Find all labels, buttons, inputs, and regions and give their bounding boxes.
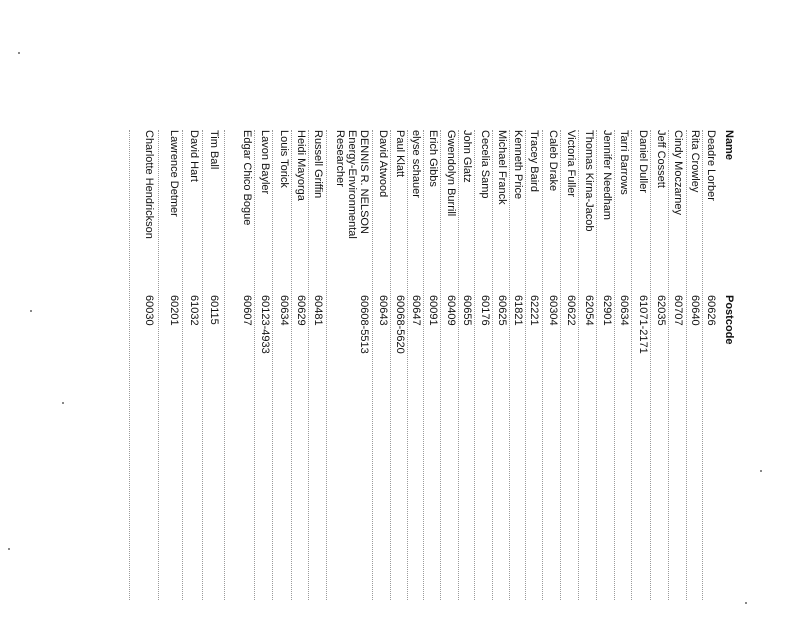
row-dotted-rule: [440, 130, 441, 600]
row-postcode: 60608-5513: [358, 295, 370, 354]
row-postcode: 60068-5620: [394, 295, 406, 354]
row-name: Lavon Bayler: [259, 130, 271, 195]
row-name: Tim Ball: [208, 130, 220, 170]
row-dotted-rule: [614, 130, 615, 600]
row-dotted-rule: [509, 130, 510, 600]
scan-speck: [18, 52, 20, 54]
row-dotted-rule: [686, 130, 687, 600]
row-dotted-rule: [650, 130, 651, 600]
row-postcode: 60629: [295, 295, 307, 326]
row-name: Victoria Fuller: [565, 130, 577, 198]
row-name: Jeff Cossett: [655, 130, 667, 188]
row-dotted-rule: [474, 130, 475, 600]
row-name: Kenneth Price: [512, 130, 524, 200]
row-name: Russell Griffin: [312, 130, 324, 199]
row-postcode: 60409: [445, 295, 457, 326]
row-postcode: 62221: [528, 295, 540, 326]
row-postcode: 61032: [188, 295, 200, 326]
row-postcode: 60640: [689, 295, 701, 326]
row-postcode: 61821: [512, 295, 524, 326]
row-dotted-rule: [326, 130, 327, 600]
rotated-document: [35, 130, 735, 610]
row-postcode: 60707: [672, 295, 684, 326]
row-dotted-rule: [129, 130, 130, 600]
row-dotted-rule: [254, 130, 255, 600]
row-postcode: 60091: [427, 295, 439, 326]
row-postcode: 60176: [479, 295, 491, 326]
row-dotted-rule: [272, 130, 273, 600]
row-name: Erich Gibbs: [427, 130, 439, 187]
row-dotted-rule: [182, 130, 183, 600]
row-dotted-rule: [596, 130, 597, 600]
row-postcode: 60655: [461, 295, 473, 326]
row-dotted-rule: [458, 130, 459, 600]
row-postcode: 60030: [143, 295, 155, 326]
row-name: Tracey Baird: [528, 130, 540, 192]
row-postcode: 60634: [618, 295, 630, 326]
row-postcode: 60625: [496, 295, 508, 326]
row-dotted-rule: [202, 130, 203, 600]
scan-speck: [62, 402, 64, 404]
row-name: DENNIS R. NELSON Energy-Environmental Researcher: [334, 130, 370, 239]
row-dotted-rule: [291, 130, 292, 600]
row-dotted-rule: [560, 130, 561, 600]
row-postcode: 61071-2171: [637, 295, 649, 354]
row-postcode: 60115: [208, 295, 220, 325]
row-name: John Glatz: [461, 130, 473, 183]
row-postcode: 60634: [278, 295, 290, 326]
row-postcode: 60123-4933: [259, 295, 271, 354]
row-name: David Hart: [188, 130, 200, 182]
row-postcode: 60201: [168, 295, 180, 326]
row-postcode: 62901: [601, 295, 613, 326]
row-postcode: 60626: [705, 295, 717, 326]
row-dotted-rule: [542, 130, 543, 600]
row-name: Jennifer Needham: [601, 130, 613, 220]
row-name: Cindy Moczarney: [672, 130, 684, 215]
row-name: Lawrence Detmer: [168, 130, 180, 217]
row-dotted-rule: [578, 130, 579, 600]
row-name: Thomas Kirna-Jacob: [583, 130, 595, 232]
row-dotted-rule: [492, 130, 493, 600]
postcode-column-header: Postcode: [723, 295, 735, 345]
row-name: Rita Crowley: [689, 130, 701, 193]
row-name: Michael Franck: [496, 130, 508, 205]
row-name: Deadre Lorber: [705, 130, 717, 201]
scan-speck: [8, 548, 10, 550]
row-postcode: 62035: [655, 295, 667, 326]
row-name: Paul Klatt: [394, 130, 406, 178]
row-dotted-rule: [308, 130, 309, 600]
row-name: Tarri Barrows: [618, 130, 630, 195]
row-postcode: 60481: [312, 295, 324, 326]
scan-speck: [745, 602, 747, 604]
row-postcode: 60607: [241, 295, 253, 326]
row-name: Daniel Duller: [637, 130, 649, 193]
row-name: Caleb Drake: [547, 130, 559, 192]
row-postcode: 60647: [410, 295, 422, 326]
row-dotted-rule: [702, 130, 703, 600]
row-dotted-rule: [423, 130, 424, 600]
row-dotted-rule: [224, 130, 225, 600]
row-name: Gwendolyn Burrill: [445, 130, 457, 217]
row-dotted-rule: [668, 130, 669, 600]
row-dotted-rule: [390, 130, 391, 600]
row-name: Charlotte Hendrickson: [143, 130, 155, 239]
row-postcode: 62054: [583, 295, 595, 326]
scan-speck: [30, 310, 32, 312]
row-postcode: 60304: [547, 295, 559, 326]
row-postcode: 60622: [565, 295, 577, 326]
row-name: David Atwood: [377, 130, 389, 198]
row-dotted-rule: [407, 130, 408, 600]
row-name: Heidi Mayorga: [295, 130, 307, 201]
row-dotted-rule: [158, 130, 159, 600]
row-name: Cecelia Samp: [479, 130, 491, 199]
row-name: Edgar Chico Bogue: [241, 130, 253, 226]
row-dotted-rule: [631, 130, 632, 600]
row-dotted-rule: [372, 130, 373, 600]
row-name: Louis Torick: [278, 130, 290, 188]
scan-speck: [760, 470, 762, 472]
name-column-header: Name: [723, 130, 735, 160]
row-postcode: 60643: [377, 295, 389, 326]
row-name: elyse schauer: [410, 130, 422, 198]
row-dotted-rule: [525, 130, 526, 600]
